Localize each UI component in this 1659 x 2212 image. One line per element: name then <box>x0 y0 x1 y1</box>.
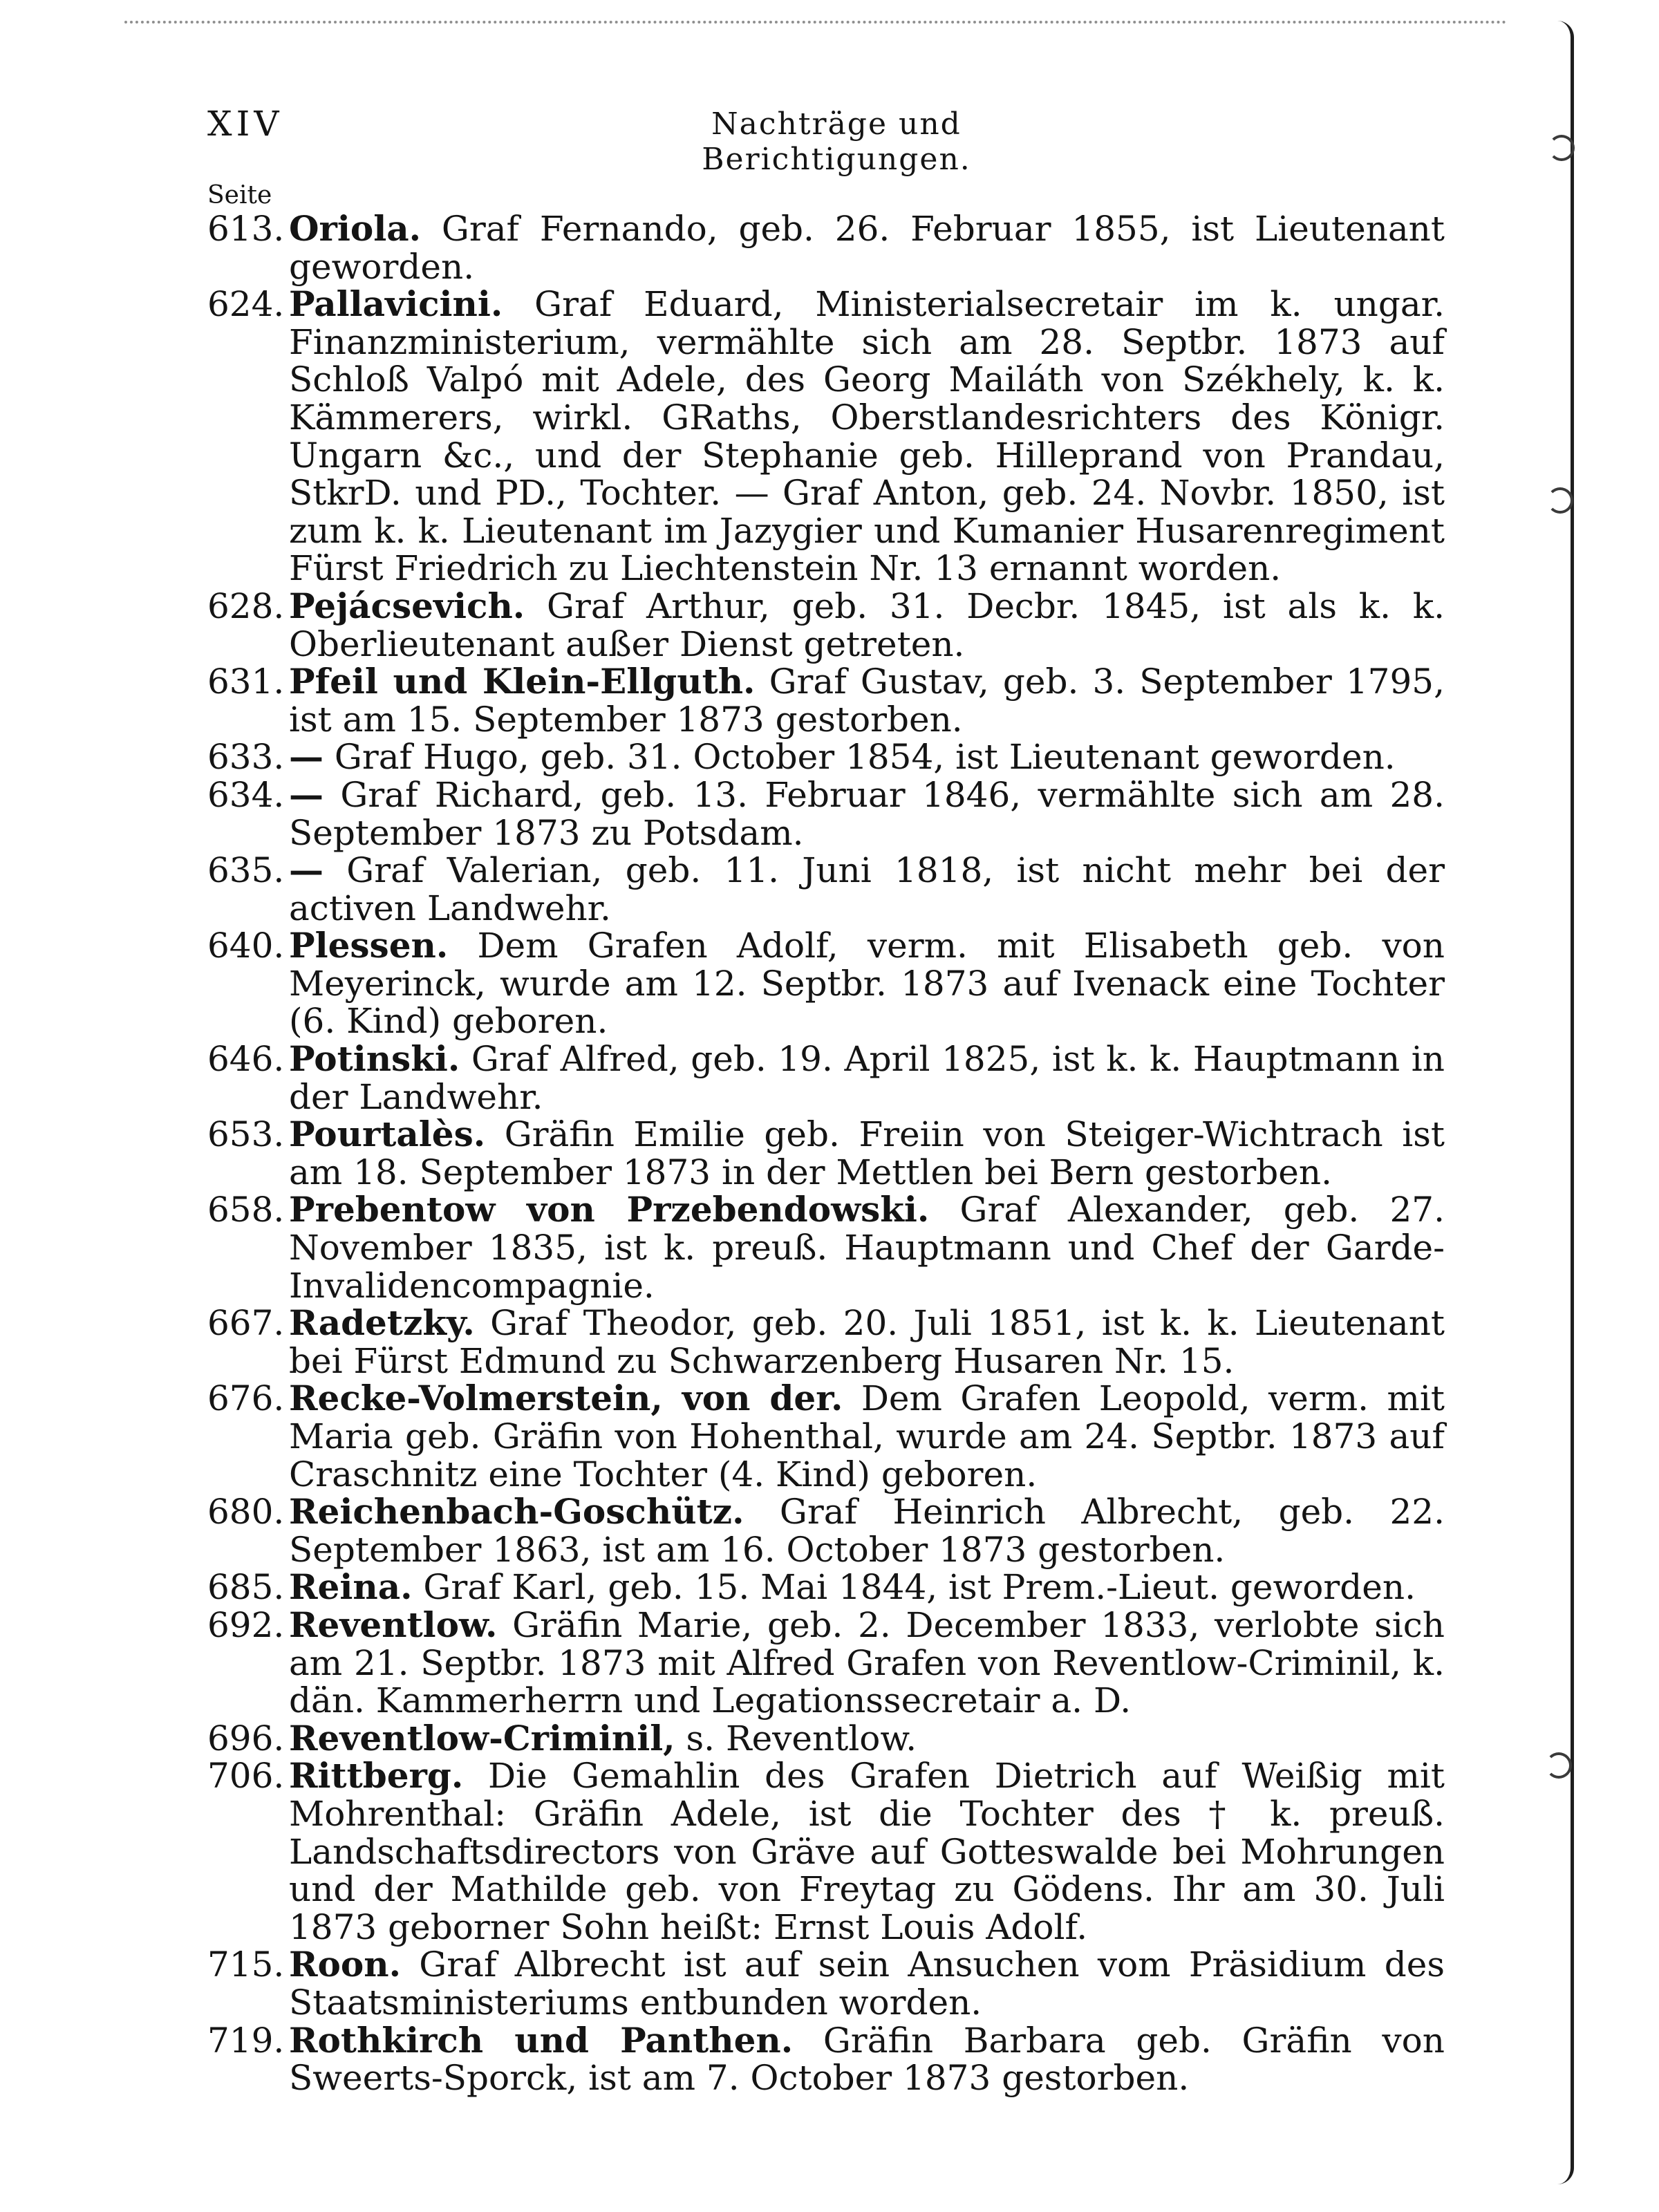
entry-page-number: 633. <box>207 737 285 778</box>
entry <box>207 285 1445 588</box>
entry-family-name: Reventlow-Criminil, <box>289 1717 675 1759</box>
scan-artifact-mark <box>1548 135 1575 161</box>
entry-family-name: Prebentow von Przebendowski. <box>289 1189 930 1230</box>
entry-family-name: — <box>289 774 324 815</box>
entry <box>207 663 1445 738</box>
entry-page-number: 613. <box>207 209 285 249</box>
entry-family-name: Reina. <box>289 1566 413 1608</box>
entry-page-number: 696. <box>207 1718 285 1759</box>
entry-page-number: 658. <box>207 1190 285 1230</box>
entry-text: Graf Alexander, geb. 27. November 1835, ist k. preuß. Hauptmann und Chef der Garde-Invalidencompagnie. <box>289 1190 1445 1306</box>
entry-family-name: Radetzky. <box>289 1302 475 1344</box>
running-title: Nachträge und Berichtigungen. <box>702 106 971 177</box>
entry-family-name: Plessen. <box>289 925 449 966</box>
entry-text: Graf Gustav, geb. 3. September 1795, ist am 15. September 1873 gestorben. <box>289 662 1445 740</box>
entry <box>207 738 1445 776</box>
entry-page-number: 646. <box>207 1039 285 1080</box>
scan-edge-dotted-line <box>124 21 1507 28</box>
entry <box>207 776 1445 852</box>
entry-text: Graf Karl, geb. 15. Mai 1844, ist Prem.-Lieut. geworden. <box>423 1567 1416 1608</box>
entry-family-name: Rittberg. <box>289 1755 464 1797</box>
entry-family-name: Reventlow. <box>289 1604 498 1645</box>
entry <box>207 1606 1445 1720</box>
scan-artifact-mark <box>1547 487 1573 514</box>
entry-family-name: — <box>289 736 324 778</box>
entry-page-number: 634. <box>207 774 285 815</box>
entry-text: Gräfin Barbara geb. Gräfin von Sweerts-Sporck, ist am 7. October 1873 gestorben. <box>289 2020 1445 2099</box>
entry-page-number: 685. <box>207 1567 285 1608</box>
entry <box>207 1380 1445 1493</box>
entry <box>207 1946 1445 2021</box>
entry-family-name: Pallavicini. <box>289 283 503 325</box>
entry-family-name: Pourtalès. <box>289 1114 486 1155</box>
entry-text: Die Gemahlin des Grafen Dietrich auf Weißig mit Mohrenthal: Gräfin Adele, ist die Tochter des † k. preuß. Landschaftsdirectors von Gräve auf Gotteswalde bei Mohrungen und der Mathilde geb. von Freytag zu Gödens. Ihr am 30. Juli 1873 geborner Sohn heißt: Ernst Louis Adolf. <box>289 1756 1445 1947</box>
entry-page-number: 640. <box>207 926 285 966</box>
entry <box>207 585 1445 664</box>
entry-text: Gräfin Marie, geb. 2. December 1833, verlobte sich am 21. Septbr. 1873 mit Alfred Grafen von Reventlow-Criminil, k. dän. Kammerherrn und Legationssecretair a. D. <box>289 1604 1445 1721</box>
scan-artifact-mark <box>1546 1752 1572 1779</box>
entry <box>207 1191 1445 1304</box>
entry <box>207 852 1445 927</box>
entry-page-number: 667. <box>207 1303 285 1344</box>
entry-family-name: Oriola. <box>289 208 422 249</box>
entry <box>207 210 1445 285</box>
entry-page-number: 676. <box>207 1378 285 1419</box>
entry <box>207 1493 1445 1568</box>
binding-bracket-edge <box>1553 21 1574 2184</box>
entry-family-name: Roon. <box>289 1944 402 1985</box>
entry-page-number: 628. <box>207 585 285 626</box>
entry-family-name: Potinski. <box>289 1038 460 1080</box>
entry <box>207 1717 1445 1759</box>
entry-text: Dem Grafen Leopold, verm. mit Maria geb. Gräfin von Hohenthal, wurde am 24. Septbr. 1873 auf Craschnitz eine Tochter (4. Kind) geboren. <box>289 1378 1445 1494</box>
entry-family-name: Recke-Volmerstein, von der. <box>289 1378 843 1419</box>
entry-text: Graf Valerian, geb. 11. Juni 1818, ist nicht mehr bei der activen Landwehr. <box>289 850 1445 928</box>
entry <box>207 1040 1445 1116</box>
entry <box>207 1304 1445 1380</box>
page-number: XIV <box>207 104 283 144</box>
entry-page-number: 631. <box>207 662 285 702</box>
entry <box>207 927 1445 1040</box>
entry-family-name: Pfeil und Klein-Ellguth. <box>289 661 756 702</box>
entry-page-number: 653. <box>207 1114 285 1155</box>
entry-page-number: 715. <box>207 1944 285 1985</box>
entry <box>207 1116 1445 1191</box>
entry <box>207 2019 1445 2099</box>
column-label-seite: Seite <box>207 181 272 209</box>
entry <box>207 1757 1445 1946</box>
entry-page-number: 635. <box>207 850 285 891</box>
entry-text: Graf Theodor, geb. 20. Juli 1851, ist k. k. Lieutenant bei Fürst Edmund zu Schwarzenberg Husaren Nr. 15. <box>289 1303 1445 1381</box>
entry <box>207 1568 1445 1606</box>
entry-text: Graf Albrecht ist auf sein Ansuchen vom Präsidium des Staatsministeriums entbunden worden. <box>289 1944 1445 2023</box>
entry-family-name: Rothkirch und Panthen. <box>289 2019 794 2061</box>
entry-page-number: 624. <box>207 284 285 325</box>
entry-family-name: Reichenbach-Goschütz. <box>289 1491 744 1533</box>
entry-family-name: — <box>289 850 324 891</box>
entry-text: Dem Grafen Adolf, verm. mit Elisabeth geb. von Meyerinck, wurde am 12. Septbr. 1873 auf Ivenack eine Tochter (6. Kind) geboren. <box>289 926 1445 1042</box>
entry-text: Graf Alfred, geb. 19. April 1825, ist k. k. Hauptmann in der Landwehr. <box>289 1039 1445 1117</box>
entries-list <box>207 210 1445 2097</box>
entry-text: Gräfin Emilie geb. Freiin von Steiger-Wichtrach ist am 18. September 1873 in der Mettlen bei Bern gestorben. <box>289 1114 1445 1192</box>
entry-page-number: 706. <box>207 1756 285 1797</box>
entry-page-number: 719. <box>207 2020 285 2061</box>
entry-text: s. Reventlow. <box>686 1718 917 1759</box>
entry-text: Graf Heinrich Albrecht, geb. 22. September 1863, ist am 16. October 1873 gestorben. <box>289 1492 1445 1570</box>
page-header <box>207 104 1452 177</box>
entry-text: Graf Hugo, geb. 31. October 1854, ist Lieutenant geworden. <box>334 737 1396 778</box>
entry-family-name: Pejácsevich. <box>289 585 525 626</box>
entry-text: Graf Richard, geb. 13. Februar 1846, vermählte sich am 28. September 1873 zu Potsdam. <box>289 774 1445 853</box>
entry-text: Graf Arthur, geb. 31. Decbr. 1845, ist als k. k. Oberlieutenant außer Dienst getreten. <box>289 585 1445 664</box>
entry-page-number: 680. <box>207 1492 285 1533</box>
entry-text: Graf Fernando, geb. 26. Februar 1855, ist Lieutenant geworden. <box>289 209 1445 287</box>
entry-page-number: 692. <box>207 1604 285 1645</box>
entry-text: Graf Eduard, Ministerialsecretair im k. ungar. Finanzministerium, vermählte sich am 28. Septbr. 1873 auf Schloß Valpó mit Adele, des Georg Mailáth von Székhely, k. k. Kämmerers, wirkl. GRaths, Oberstlandesrichters des Königr. Ungarn &c., und der Stephanie geb. Hilleprand von Prandau, StkrD. und PD., Tochter. — Graf Anton, geb. 24. Novbr. 1850, ist zum k. k. Lieutenant im Jazygier und Kumanier Husarenregiment Fürst Friedrich zu Liechtenstein Nr. 13 ernannt worden. <box>289 284 1445 589</box>
